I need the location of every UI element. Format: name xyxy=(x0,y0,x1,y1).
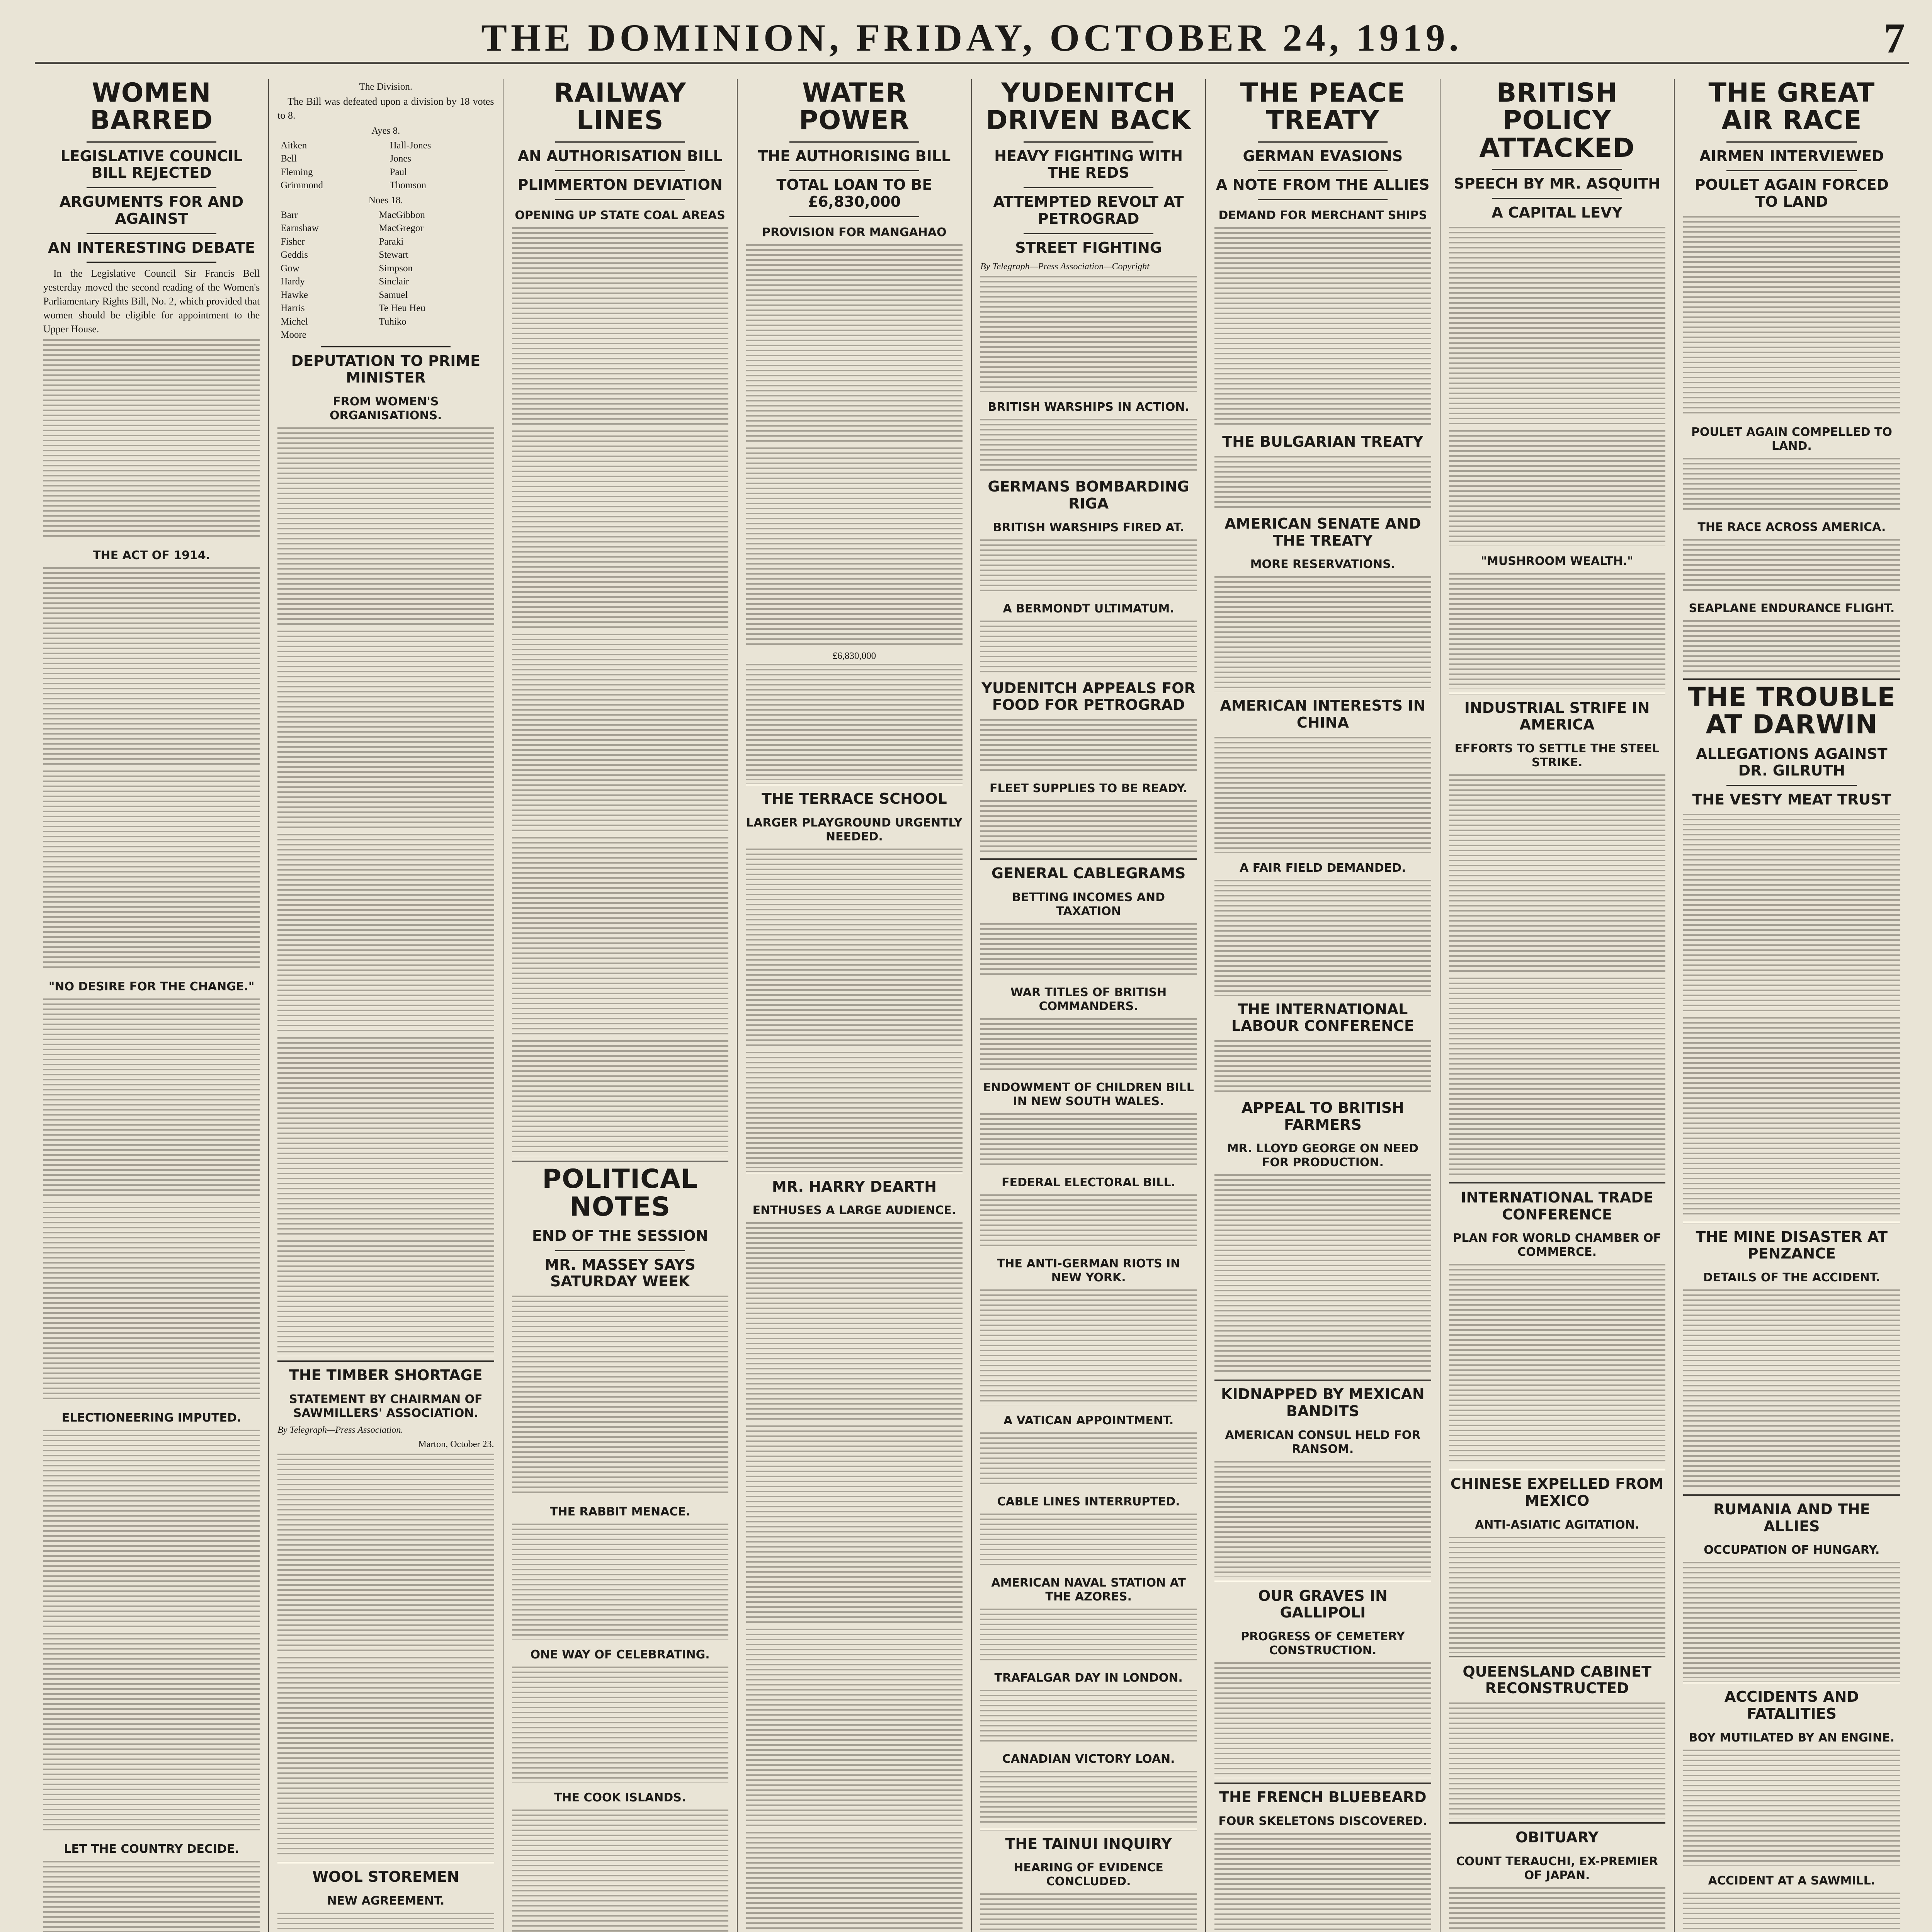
george-subhead: MR. LLOYD GEORGE ON NEED FOR PRODUCTION. xyxy=(1227,1142,1419,1170)
text-block xyxy=(512,1524,728,1639)
text-block xyxy=(277,834,494,1035)
text-block xyxy=(980,923,1197,977)
subhead-airmen: AIRMEN INTERVIEWED xyxy=(1699,147,1884,165)
deputation-headline: DEPUTATION TO PRIME MINISTER xyxy=(291,352,481,386)
text-block xyxy=(746,1832,963,1932)
tainui-headline: THE TAINUI INQUIRY xyxy=(1005,1835,1172,1852)
text-block xyxy=(980,1893,1197,1932)
section-heading: CABLE LINES INTERRUPTED. xyxy=(997,1495,1180,1509)
headline-yudenitch: YUDENITCH DRIVEN BACK xyxy=(986,79,1192,136)
subhead-poulet: POULET AGAIN FORCED TO LAND xyxy=(1694,176,1889,211)
article-columns xyxy=(35,79,1909,1932)
column-4 xyxy=(738,79,972,1932)
text-block xyxy=(1683,1750,1900,1866)
text-block xyxy=(1214,1040,1431,1094)
riga-subhead: BRITISH WARSHIPS FIRED AT. xyxy=(993,520,1184,534)
page-number: 7 xyxy=(1884,15,1905,62)
text-block xyxy=(277,1037,494,1238)
subhead-authorising: THE AUTHORISING BILL xyxy=(758,147,951,165)
no-name: MacGibbon xyxy=(379,209,425,220)
section-heading: THE COOK ISLANDS. xyxy=(554,1791,686,1804)
subhead-gilruth: ALLEGATIONS AGAINST DR. GILRUTH xyxy=(1696,745,1888,779)
text-block xyxy=(980,719,1197,773)
mine-headline: THE MINE DISASTER AT PENZANCE xyxy=(1696,1228,1888,1262)
food-headline: YUDENITCH APPEALS FOR FOOD FOR PETROGRAD xyxy=(981,679,1196,714)
aye-name: Grimmond xyxy=(281,180,323,191)
text-block xyxy=(1214,456,1431,510)
no-name: Stewart xyxy=(379,250,408,260)
text-block xyxy=(746,447,963,648)
bluebeard-headline: THE FRENCH BLUEBEARD xyxy=(1219,1789,1427,1806)
graves-subhead: PROGRESS OF CEMETERY CONSTRUCTION. xyxy=(1241,1630,1405,1658)
section-heading: "NO DESIRE FOR THE CHANGE." xyxy=(48,980,255,993)
column-8 xyxy=(1675,79,1909,1932)
text-block xyxy=(43,339,260,540)
headline-railway: RAILWAY LINES xyxy=(554,79,686,136)
section-heading: ELECTIONEERING IMPUTED. xyxy=(61,1411,242,1425)
farmers-headline: APPEAL TO BRITISH FARMERS xyxy=(1241,1099,1404,1133)
text-block xyxy=(277,1913,494,1932)
no-name: Samuel xyxy=(379,289,408,300)
no-name: MacGregor xyxy=(379,223,423,234)
no-name: Fisher xyxy=(281,236,305,247)
text-block xyxy=(980,419,1197,473)
text-block xyxy=(1449,978,1665,1179)
text-block xyxy=(512,837,728,1038)
chinese-headline: CHINESE EXPELLED FROM MEXICO xyxy=(1450,1475,1664,1509)
no-name: Earnshaw xyxy=(281,223,319,234)
text-block xyxy=(980,1018,1197,1072)
ayes-list xyxy=(277,139,494,193)
timber-dateline: Marton, October 23. xyxy=(418,1439,494,1449)
masthead-title: THE DOMINION, FRIDAY, OCTOBER 24, 1919. xyxy=(481,16,1463,59)
section-heading: "MUSHROOM WEALTH." xyxy=(1481,554,1633,568)
china-headline: AMERICAN INTERESTS IN CHINA xyxy=(1220,697,1426,731)
text-block xyxy=(43,1202,260,1403)
noes-label: Noes 18. xyxy=(368,195,403,206)
text-block xyxy=(1214,1461,1431,1577)
mine-subhead: DETAILS OF THE ACCIDENT. xyxy=(1703,1271,1880,1285)
no-name: Geddis xyxy=(281,250,308,260)
text-block xyxy=(512,1810,728,1932)
text-block xyxy=(277,427,494,628)
section-heading: POULET AGAIN COMPELLED TO LAND. xyxy=(1691,425,1892,453)
tainui-subhead: HEARING OF EVIDENCE CONCLUDED. xyxy=(1014,1861,1163,1889)
text-block xyxy=(1214,1662,1431,1778)
subhead-mangahao: PROVISION FOR MANGAHAO xyxy=(762,225,947,239)
text-block xyxy=(1449,1887,1665,1932)
text-block xyxy=(980,1194,1197,1248)
text-block xyxy=(1214,227,1431,428)
text-block xyxy=(980,1113,1197,1167)
text-block xyxy=(980,1609,1197,1663)
senate-subhead: MORE RESERVATIONS. xyxy=(1250,558,1396,571)
trade-headline: INTERNATIONAL TRADE CONFERENCE xyxy=(1461,1189,1653,1223)
headline-darwin: THE TROUBLE AT DARWIN xyxy=(1687,682,1896,740)
no-name: Moore xyxy=(281,330,306,340)
text-block xyxy=(980,276,1197,392)
text-block xyxy=(43,998,260,1199)
timber-byline: By Telegraph—Press Association. xyxy=(277,1425,403,1435)
column-7 xyxy=(1440,79,1675,1932)
section-heading: WAR TITLES OF BRITISH COMMANDERS. xyxy=(1010,985,1167,1013)
text-block xyxy=(512,430,728,631)
strife-subhead: EFFORTS TO SETTLE THE STEEL STRIKE. xyxy=(1454,742,1660,769)
column-5 xyxy=(972,79,1206,1932)
text-block xyxy=(43,770,260,971)
no-name: Barr xyxy=(281,209,298,220)
headline-political-notes: POLITICAL NOTES xyxy=(542,1164,698,1222)
section-heading: ONE WAY OF CELEBRATING. xyxy=(530,1648,710,1662)
kidnap-subhead: AMERICAN CONSUL HELD FOR RANSOM. xyxy=(1225,1428,1421,1456)
text-block xyxy=(746,664,963,780)
text-block xyxy=(43,1861,260,1932)
trade-subhead: PLAN FOR WORLD CHAMBER OF COMMERCE. xyxy=(1453,1231,1661,1259)
subhead-heavy-fighting: HEAVY FIGHTING WITH THE REDS xyxy=(994,147,1183,182)
text-block xyxy=(746,849,963,1049)
subhead-plimmerton: PLIMMERTON DEVIATION xyxy=(517,176,723,194)
subhead-street-fighting: STREET FIGHTING xyxy=(1015,239,1162,256)
section-heading: ENDOWMENT OF CHILDREN BILL IN NEW SOUTH WALES. xyxy=(983,1080,1194,1108)
text-block xyxy=(512,634,728,835)
division-title: The Division. xyxy=(359,82,413,92)
subhead-total-loan: TOTAL LOAN TO BE £6,830,000 xyxy=(776,176,932,211)
subhead-revolt: ATTEMPTED REVOLT AT PETROGRAD xyxy=(993,193,1184,227)
text-block xyxy=(43,1633,260,1834)
no-name: Paraki xyxy=(379,236,404,247)
text-block xyxy=(1449,774,1665,975)
no-name: Tuhiko xyxy=(379,316,406,327)
no-name: Te Heu Heu xyxy=(379,303,425,314)
subhead-asquith: SPEECH BY MR. ASQUITH xyxy=(1454,175,1661,192)
bulgarian-headline: THE BULGARIAN TREATY xyxy=(1222,433,1423,451)
cables-headline: GENERAL CABLEGRAMS xyxy=(991,864,1186,882)
dearth-headline: MR. HARRY DEARTH xyxy=(772,1178,937,1195)
senate-headline: AMERICAN SENATE AND THE TREATY xyxy=(1225,515,1421,549)
subhead-session-end: END OF THE SESSION xyxy=(532,1227,708,1244)
no-name: Michel xyxy=(281,316,308,327)
text-block xyxy=(1449,573,1665,689)
text-block xyxy=(1214,1833,1431,1932)
labour-headline: THE INTERNATIONAL LABOUR CONFERENCE xyxy=(1231,1000,1414,1035)
aye-name: Bell xyxy=(281,153,297,164)
wool-subhead: NEW AGREEMENT. xyxy=(327,1894,445,1908)
text-block xyxy=(277,631,494,832)
text-block xyxy=(746,1425,963,1626)
headline-water-power: WATER POWER xyxy=(799,79,910,136)
text-block xyxy=(43,567,260,768)
no-name: Gow xyxy=(281,263,299,274)
section-heading: ACCIDENT AT A SAWMILL. xyxy=(1708,1874,1876,1888)
aye-name: Paul xyxy=(389,167,407,177)
section-heading: THE ACT OF 1914. xyxy=(93,548,211,562)
headline-peace-treaty: THE PEACE TREATY xyxy=(1240,79,1406,136)
column-2 xyxy=(269,79,503,1932)
rumania-subhead: OCCUPATION OF HUNGARY. xyxy=(1704,1543,1880,1557)
ayes-label: Ayes 8. xyxy=(371,125,400,136)
noes-list xyxy=(277,208,494,342)
obituary-headline: OBITUARY xyxy=(1515,1829,1599,1846)
text-block xyxy=(1214,1174,1431,1375)
text-block xyxy=(980,1289,1197,1405)
aye-name: Fleming xyxy=(281,167,313,177)
division-text: The Bill was defeated upon a division by 18 votes to 8. xyxy=(277,96,494,121)
section-heading: THE RABBIT MENACE. xyxy=(550,1505,690,1519)
text-block xyxy=(1683,1562,1900,1678)
text-block xyxy=(980,1432,1197,1486)
subhead-arguments: ARGUMENTS FOR AND AGAINST xyxy=(59,193,244,227)
strife-headline: INDUSTRIAL STRIFE IN AMERICA xyxy=(1464,699,1650,733)
headline-air-race: THE GREAT AIR RACE xyxy=(1708,79,1875,136)
text-block xyxy=(512,1667,728,1782)
queensland-headline: QUEENSLAND CABINET RECONSTRUCTED xyxy=(1463,1663,1651,1697)
terrace-headline: THE TERRACE SCHOOL xyxy=(762,790,947,807)
aye-name: Aitken xyxy=(281,140,307,151)
section-heading: A BERMONDT ULTIMATUM. xyxy=(1003,602,1174,616)
text-block xyxy=(746,1222,963,1423)
text-block xyxy=(980,800,1197,854)
text-block xyxy=(1683,620,1900,674)
accidents-headline: ACCIDENTS AND FATALITIES xyxy=(1724,1688,1859,1723)
text-block xyxy=(512,1296,728,1497)
subhead-merchant-ships: DEMAND FOR MERCHANT SHIPS xyxy=(1218,209,1427,223)
text-block xyxy=(746,1629,963,1830)
no-name: Harris xyxy=(281,303,305,314)
subhead-council-bill: LEGISLATIVE COUNCIL BILL REJECTED xyxy=(60,147,243,182)
byline: By Telegraph—Press Association—Copyright xyxy=(980,262,1150,272)
text-block xyxy=(1683,1893,1900,1932)
subhead-note: A NOTE FROM THE ALLIES xyxy=(1216,176,1430,194)
text-block xyxy=(1683,1017,1900,1218)
subhead-vesty: THE VESTY MEAT TRUST xyxy=(1692,791,1891,808)
section-heading: AMERICAN NAVAL STATION AT THE AZORES. xyxy=(991,1576,1186,1604)
text-block xyxy=(980,539,1197,594)
riga-headline: GERMANS BOMBARDING RIGA xyxy=(988,478,1189,512)
subhead-debate: AN INTERESTING DEBATE xyxy=(48,239,255,256)
aye-name: Hall-Jones xyxy=(389,140,431,151)
text-block xyxy=(746,1052,963,1168)
graves-headline: OUR GRAVES IN GALLIPOLI xyxy=(1258,1587,1388,1621)
headline-women-barred: WOMEN BARRED xyxy=(90,79,213,136)
text-block xyxy=(1683,814,1900,1015)
column-6 xyxy=(1206,79,1440,1932)
section-heading: BETTING INCOMES AND TAXATION xyxy=(1012,890,1165,918)
text-block xyxy=(1449,1264,1665,1465)
text-block xyxy=(1214,737,1431,853)
section-heading: CANADIAN VICTORY LOAN. xyxy=(1002,1752,1175,1766)
text-block xyxy=(1683,216,1900,417)
section-heading: TRAFALGAR DAY IN LONDON. xyxy=(994,1671,1183,1685)
no-name: Simpson xyxy=(379,263,413,274)
chinese-subhead: ANTI-ASIATIC AGITATION. xyxy=(1475,1518,1639,1532)
text-block xyxy=(277,1657,494,1858)
aye-name: Thomson xyxy=(389,180,427,191)
text-block xyxy=(1214,880,1431,996)
section-heading: A VATICAN APPOINTMENT. xyxy=(1003,1413,1174,1427)
section-heading: FEDERAL ELECTORAL BILL. xyxy=(1002,1175,1176,1189)
text-block xyxy=(1449,1702,1665,1818)
dearth-subhead: ENTHUSES A LARGE AUDIENCE. xyxy=(752,1204,956,1218)
no-name: Sinclair xyxy=(379,276,409,287)
text-block xyxy=(1449,1537,1665,1653)
headline-british-policy: BRITISH POLICY ATTACKED xyxy=(1479,79,1635,163)
aye-name: Jones xyxy=(389,153,412,164)
section-heading: SEAPLANE ENDURANCE FLIGHT. xyxy=(1689,601,1895,615)
column-3 xyxy=(503,79,738,1932)
section-heading: THE RACE ACROSS AMERICA. xyxy=(1697,520,1886,534)
subhead-capital-levy: A CAPITAL LEVY xyxy=(1492,204,1623,221)
masthead xyxy=(35,12,1909,64)
text-block xyxy=(980,1690,1197,1744)
timber-headline: THE TIMBER SHORTAGE xyxy=(289,1367,483,1384)
text-block xyxy=(980,1771,1197,1825)
schedule-total: £6,830,000 xyxy=(832,650,876,661)
section-heading: LET THE COUNTRY DECIDE. xyxy=(64,1842,239,1856)
no-name: Hardy xyxy=(281,276,305,287)
text-block xyxy=(277,1454,494,1655)
subhead-coal-areas: OPENING UP STATE COAL AREAS xyxy=(515,209,725,223)
text-block xyxy=(980,1514,1197,1568)
terrace-subhead: LARGER PLAYGROUND URGENTLY NEEDED. xyxy=(746,816,963,844)
section-heading: A FAIR FIELD DEMANDED. xyxy=(1240,861,1406,875)
section-heading: FLEET SUPPLIES TO BE READY. xyxy=(990,781,1188,795)
text-block xyxy=(1683,458,1900,512)
accidents-subhead: BOY MUTILATED BY AN ENGINE. xyxy=(1689,1731,1895,1745)
text-block xyxy=(980,621,1197,675)
subhead-massey: MR. MASSEY SAYS SATURDAY WEEK xyxy=(544,1256,696,1290)
text-block xyxy=(277,1240,494,1356)
deputation-subhead: FROM WOMEN'S ORGANISATIONS. xyxy=(330,395,442,423)
article-paragraph: In the Legislative Council Sir Francis Bell yesterday moved the second reading of the Women's Parliamentary Rights Bill, No. 2, which provided that women should be eligible for appointment to the Upper House. xyxy=(43,268,260,335)
rumania-headline: RUMANIA AND THE ALLIES xyxy=(1713,1501,1870,1535)
timber-subhead: STATEMENT BY CHAIRMAN OF SAWMILLERS' ASSOCIATION. xyxy=(289,1392,483,1420)
text-block xyxy=(43,1430,260,1631)
subhead-evasions: GERMAN EVASIONS xyxy=(1243,147,1403,165)
column-1 xyxy=(35,79,269,1932)
text-block xyxy=(1683,1289,1900,1490)
kidnap-headline: KIDNAPPED BY MEXICAN BANDITS xyxy=(1221,1386,1425,1420)
section-heading: THE ANTI-GERMAN RIOTS IN NEW YORK. xyxy=(997,1257,1180,1284)
text-block xyxy=(512,1040,728,1156)
subhead-authorisation: AN AUTHORISATION BILL xyxy=(517,147,723,165)
text-block xyxy=(1214,576,1431,692)
section-heading: BRITISH WARSHIPS IN ACTION. xyxy=(988,400,1189,414)
text-block xyxy=(746,244,963,445)
text-block xyxy=(1683,539,1900,593)
wool-headline: WOOL STOREMEN xyxy=(312,1868,459,1885)
no-name: Hawke xyxy=(281,289,308,300)
text-block xyxy=(1449,227,1665,428)
obituary-subhead: COUNT TERAUCHI, EX-PREMIER OF JAPAN. xyxy=(1456,1854,1658,1882)
text-block xyxy=(1449,430,1665,546)
text-block xyxy=(512,227,728,428)
bluebeard-subhead: FOUR SKELETONS DISCOVERED. xyxy=(1218,1814,1427,1828)
